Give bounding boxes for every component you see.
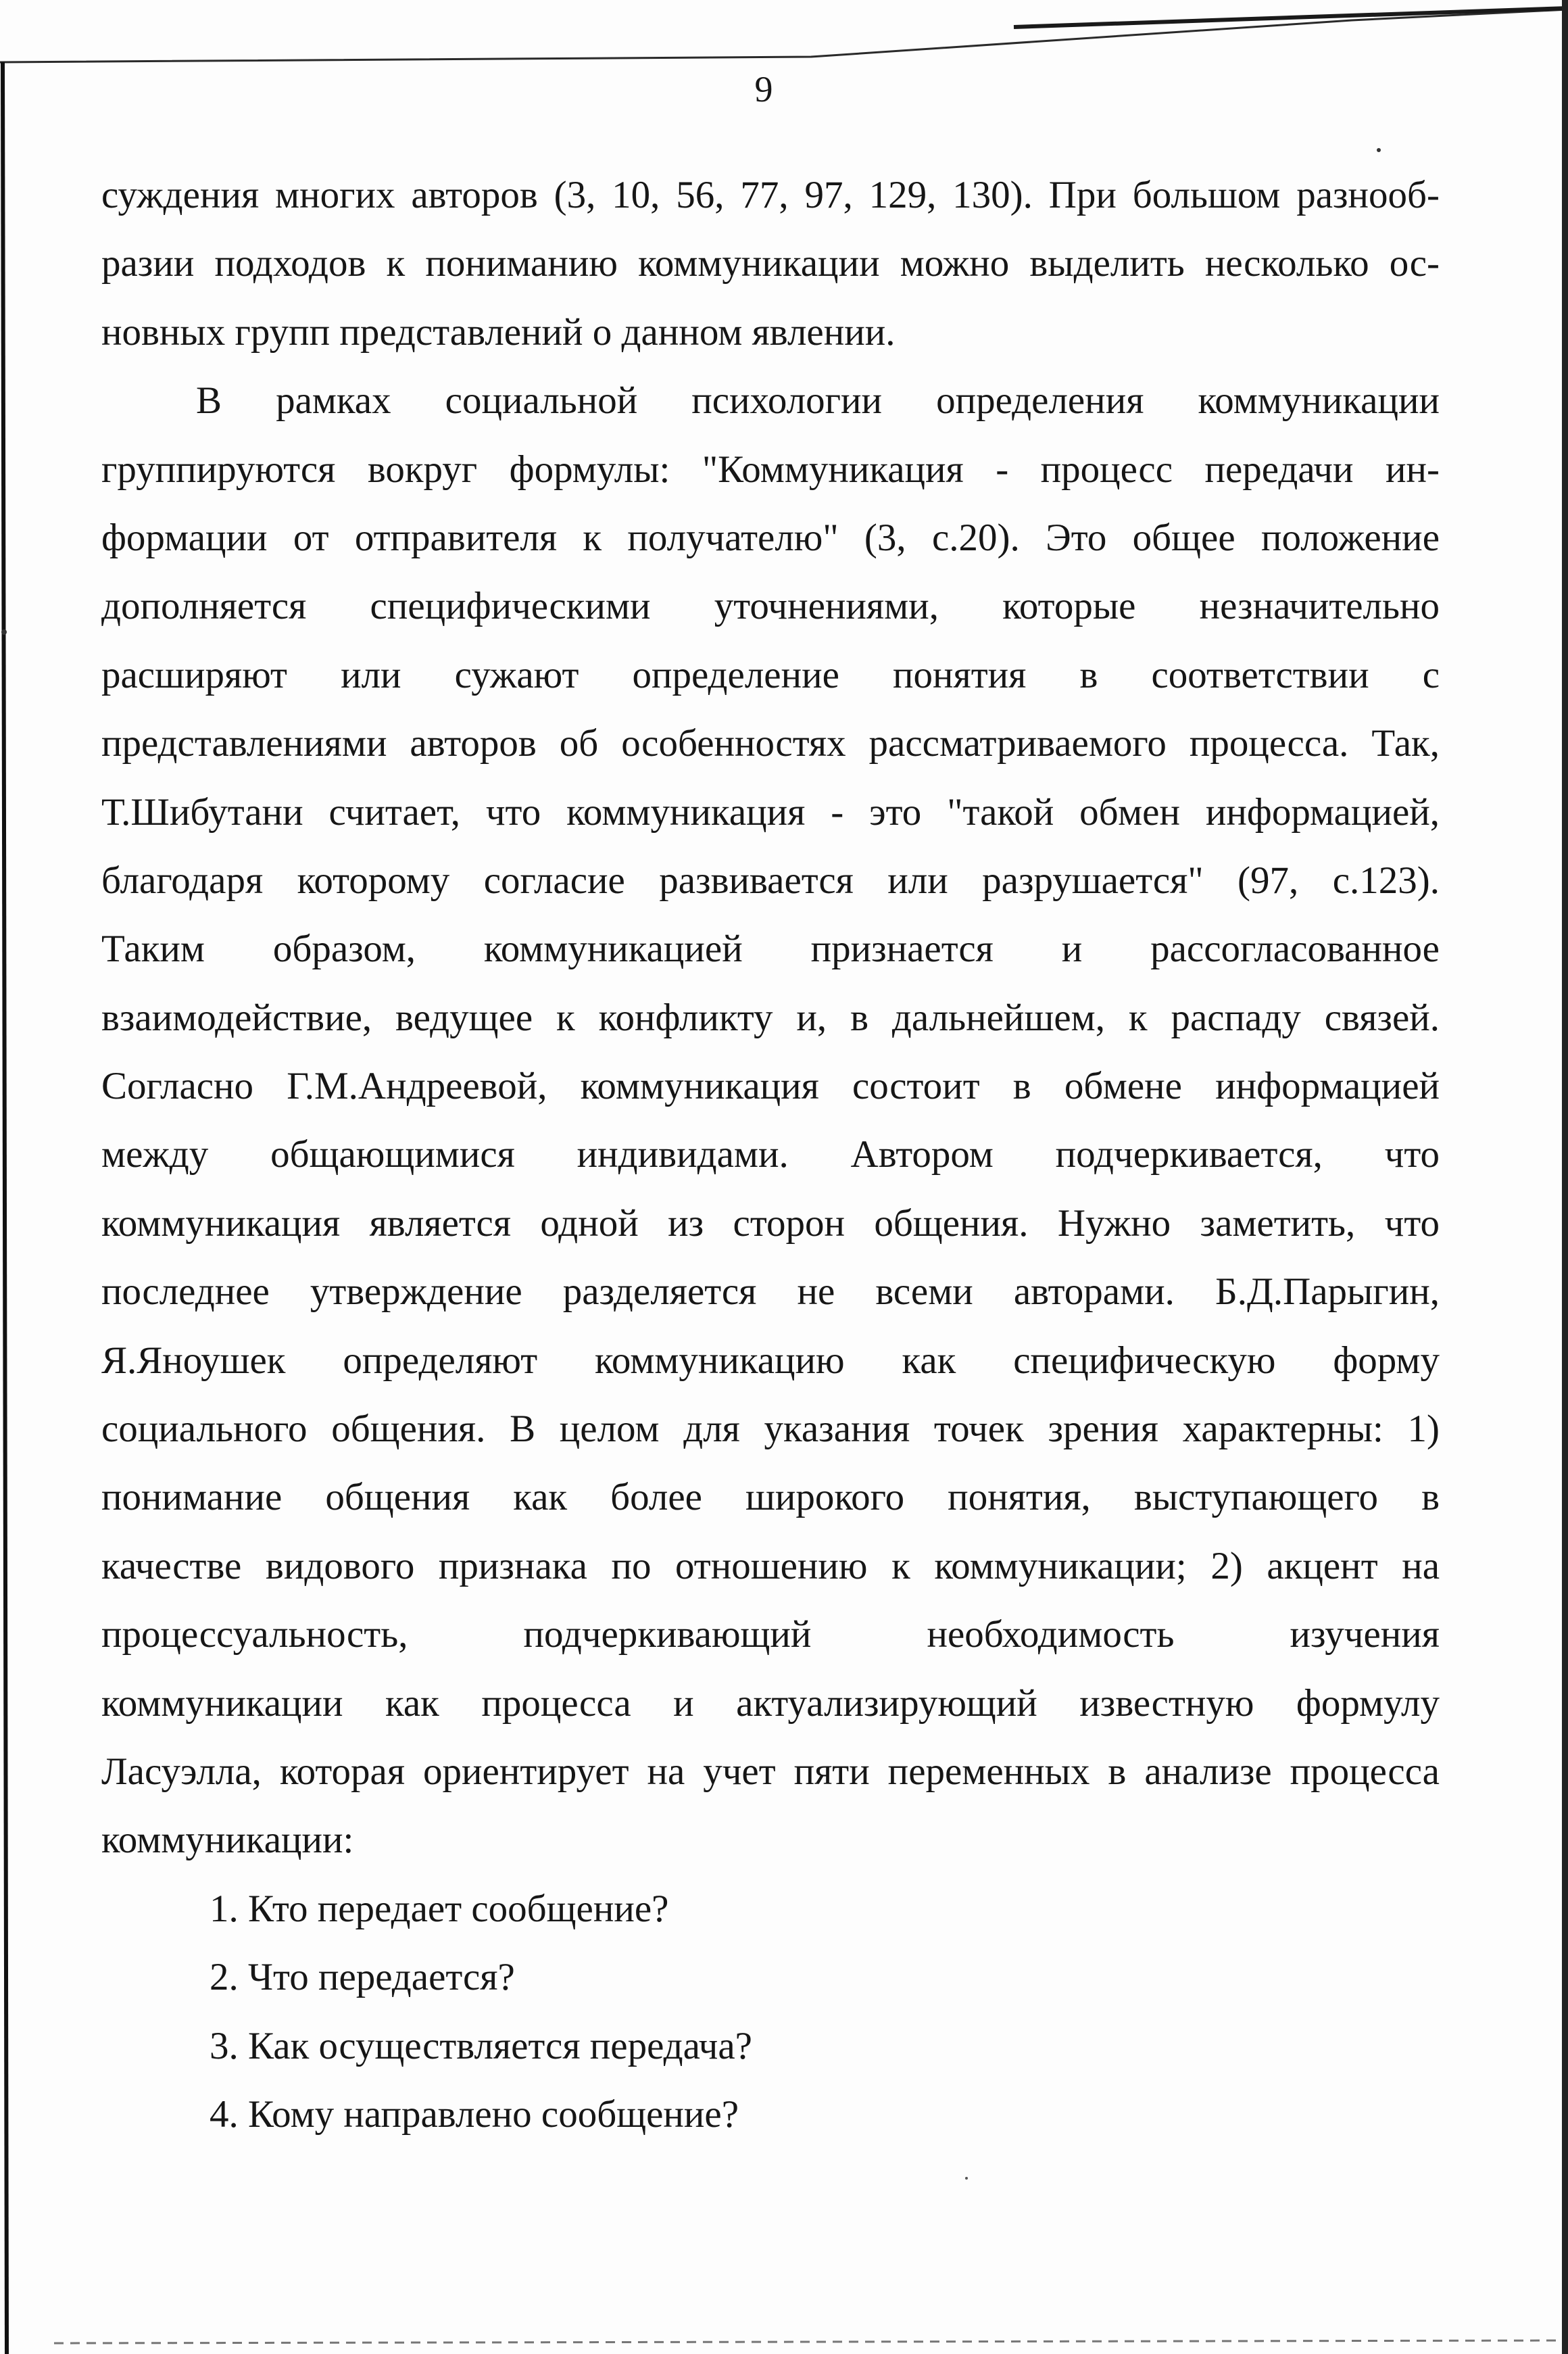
text-line: последнее утверждение разделяется не всеми авторами. Б.Д.Парыгин, bbox=[101, 1270, 1440, 1314]
text-line: разии подходов к пониманию коммуникации можно выделить несколько ос- bbox=[101, 242, 1440, 285]
list-item: 4. Кому направлено сообщение? bbox=[210, 2092, 739, 2136]
list-item: 2. Что передается? bbox=[210, 1956, 515, 1999]
text-line: дополняется специфическими уточнениями, которые незначительно bbox=[101, 585, 1440, 628]
text-line: Ласуэлла, которая ориентирует на учет пяти переменных в анализе процесса bbox=[101, 1750, 1440, 1793]
text-line: новных групп представлений о данном явлении. bbox=[101, 310, 896, 354]
text-line: расширяют или сужают определение понятия в соответствии с bbox=[101, 653, 1440, 696]
text-line: качестве видового признака по отношению к коммуникации; 2) акцент на bbox=[101, 1544, 1440, 1587]
text-line: группируются вокруг формулы: "Коммуникация - процесс передачи ин- bbox=[101, 448, 1440, 491]
text-line: коммуникации: bbox=[101, 1819, 354, 1862]
list-item: 1. Кто передает сообщение? bbox=[210, 1887, 669, 1930]
body-text bbox=[101, 161, 1440, 2148]
text-line: представлениями авторов об особенностях рассматриваемого процесса. Так, bbox=[101, 722, 1440, 765]
text-line: Таким образом, коммуникацией признается и рассогласованное bbox=[101, 928, 1440, 971]
text-line: Согласно Г.М.Андреевой, коммуникация состоит в обмене информацией bbox=[101, 1065, 1440, 1108]
text-line: взаимодействие, ведущее к конфликту и, в дальнейшем, к распаду связей. bbox=[101, 996, 1440, 1039]
text-line: социального общения. В целом для указания точек зрения характерны: 1) bbox=[101, 1408, 1440, 1451]
text-line: суждения многих авторов (3, 10, 56, 77, 97, 129, 130). При большом разнооб- bbox=[101, 174, 1440, 216]
page-number: 9 bbox=[754, 69, 773, 110]
text-line: благодаря которому согласие развивается или разрушается" (97, с.123). bbox=[101, 859, 1440, 902]
text-line: формации от отправителя к получателю" (3, с.20). Это общее положение bbox=[101, 516, 1440, 559]
numbered-list bbox=[101, 1875, 1440, 2149]
paragraph-1 bbox=[101, 161, 1440, 366]
text-line: между общающимися индивидами. Автором подчеркивается, что bbox=[101, 1133, 1440, 1176]
text-line: Т.Шибутани считает, что коммуникация - это "такой обмен информацией, bbox=[101, 790, 1440, 834]
text-line: Я.Яноушек определяют коммуникацию как специфическую форму bbox=[101, 1339, 1440, 1382]
text-line: коммуникации как процесса и актуализирующий известную формулу bbox=[101, 1681, 1440, 1725]
text-line: процессуальность, подчеркивающий необходимость изучения bbox=[101, 1613, 1440, 1656]
text-line: понимание общения как более широкого понятия, выступающего в bbox=[101, 1476, 1440, 1519]
text-line: В рамках социальной психологии определения коммуникации bbox=[196, 379, 1440, 423]
text-line: коммуникация является одной из сторон общения. Нужно заметить, что bbox=[101, 1201, 1440, 1245]
list-item: 3. Как осуществляется передача? bbox=[210, 2024, 752, 2067]
paragraph-2 bbox=[101, 366, 1440, 1875]
